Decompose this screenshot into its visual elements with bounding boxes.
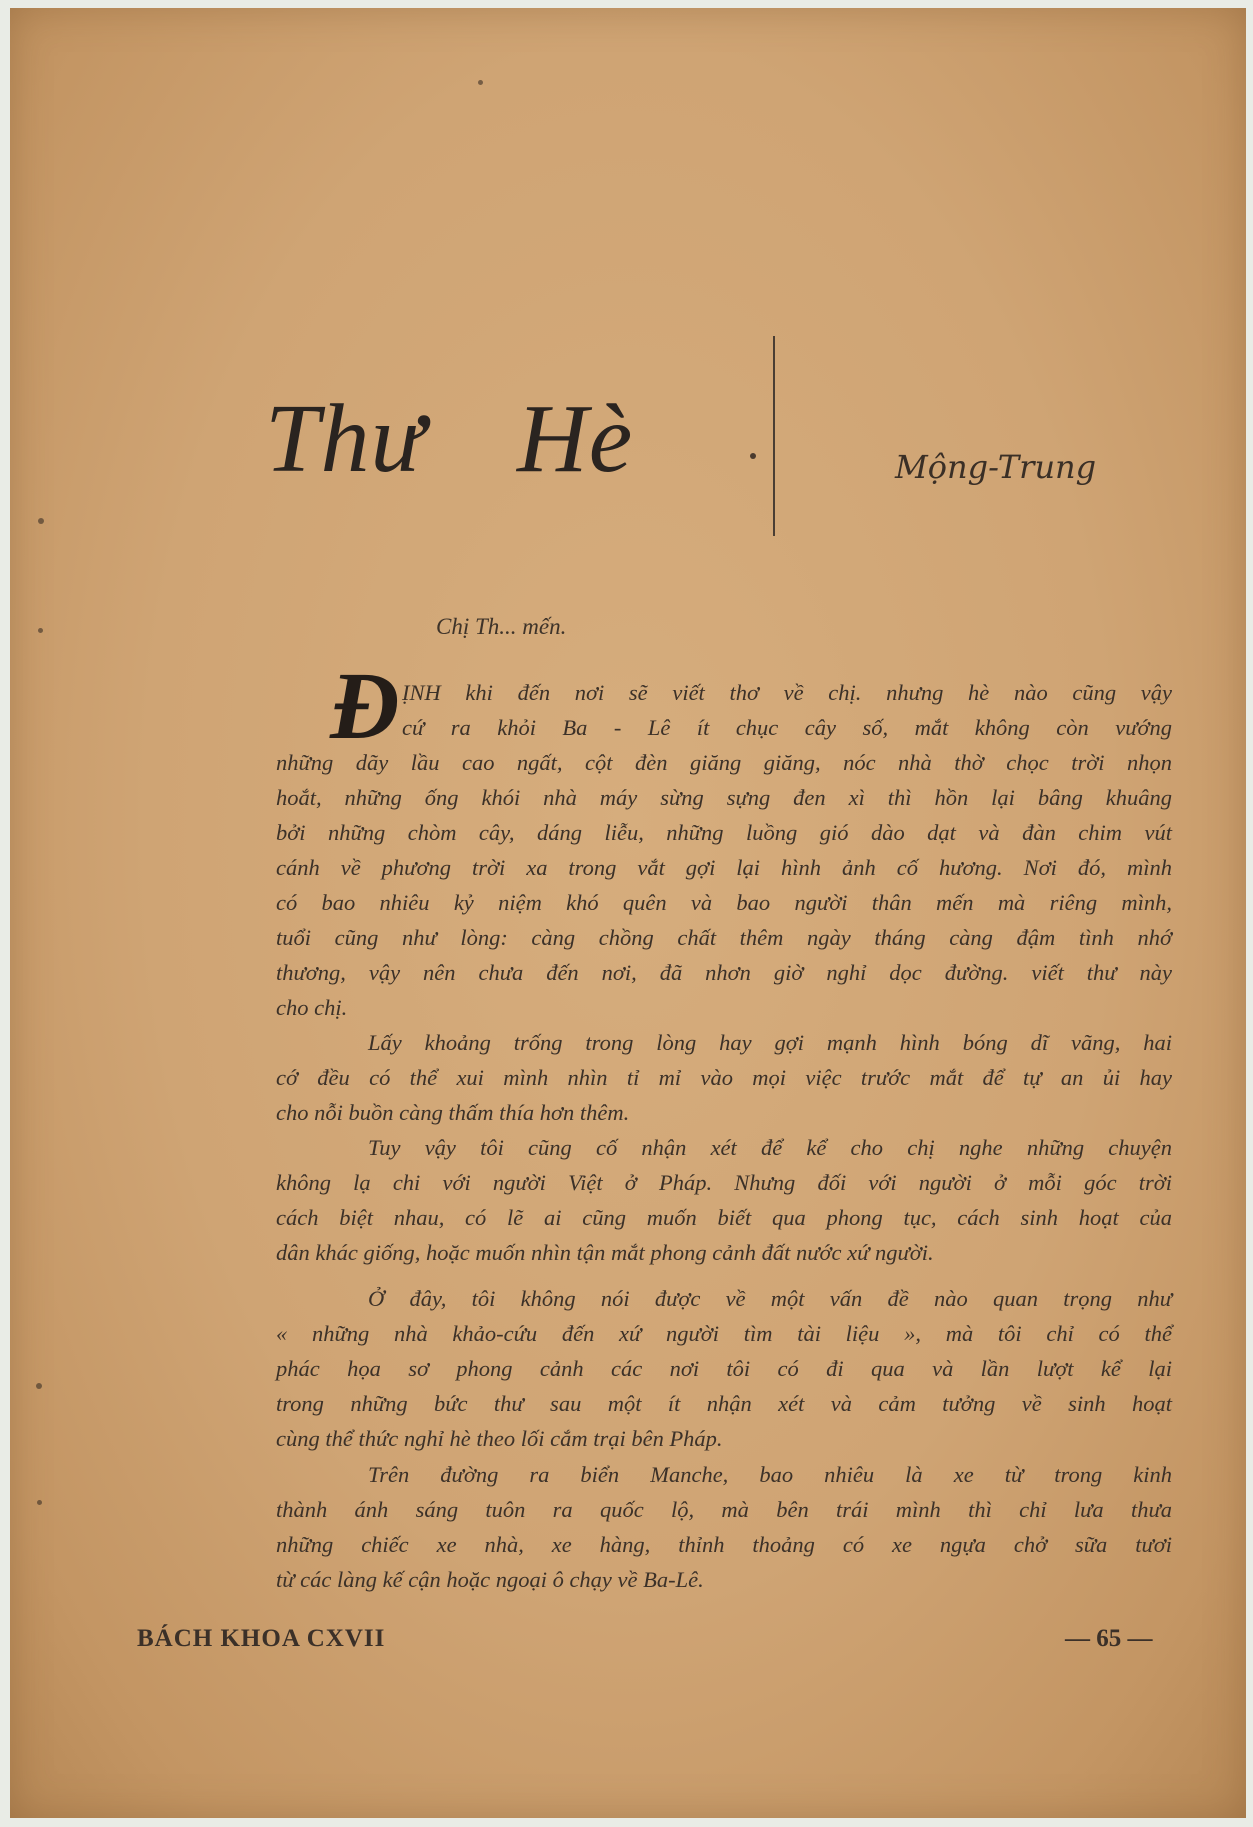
body-line: trong những bức thư sau một ít nhận xét và cảm tưởng về sinh hoạt: [276, 1391, 1172, 1416]
body-line: Trên đường ra biển Manche, bao nhiêu là xe từ trong kinh: [368, 1462, 1172, 1487]
paper-speck: [38, 518, 44, 524]
body-line: hoắt, những ống khói nhà máy sừng sựng đen xì thì hồn lại bâng khuâng: [276, 785, 1172, 810]
body-line: phác họa sơ phong cảnh các nơi tôi có đi qua và lần lượt kể lại: [276, 1356, 1172, 1381]
salutation: Chị Th... mến.: [436, 614, 567, 639]
title-word-2: Hè: [516, 385, 634, 493]
body-line: « những nhà khảo-cứu đến xứ người tìm tài liệu », mà tôi chỉ có thể: [276, 1321, 1172, 1346]
paper-speck: [478, 80, 483, 85]
body-line: cho nỗi buồn càng thấm thía hơn thêm.: [276, 1100, 630, 1125]
title-dot: [750, 453, 756, 459]
title-word-1: Thư: [265, 385, 425, 493]
body-line: những chiếc xe nhà, xe hàng, thỉnh thoảng có xe ngựa chở sữa tươi: [276, 1532, 1172, 1557]
body-line: cứ ra khỏi Ba - Lê ít chục cây số, mắt không còn vướng: [402, 715, 1172, 740]
body-line: Ở đây, tôi không nói được về một vấn đề nào quan trọng như: [368, 1286, 1172, 1311]
body-line: những dãy lầu cao ngất, cột đèn giăng giăng, nóc nhà thờ chọc trời nhọn: [276, 750, 1172, 775]
paper-speck: [37, 1500, 42, 1505]
body-line: thành ánh sáng tuôn ra quốc lộ, mà bên trái mình thì chỉ lưa thưa: [276, 1497, 1172, 1522]
author-signature: Mộng-Trung: [895, 448, 1097, 486]
body-line: thương, vậy nên chưa đến nơi, đã nhơn giờ nghỉ dọc đường. viết thư này: [276, 960, 1172, 985]
paper-speck: [38, 628, 43, 633]
body-line: cách biệt nhau, có lẽ ai cũng muốn biết qua phong tục, cách sinh hoạt của: [276, 1205, 1172, 1230]
body-line: tuổi cũng như lòng: càng chồng chất thêm ngày tháng càng đậm tình nhớ: [276, 925, 1172, 950]
body-line: cớ đều có thể xui mình nhìn tỉ mỉ vào mọi việc trước mắt để tự an ủi hay: [276, 1065, 1172, 1090]
magazine-page: [10, 8, 1246, 1818]
paper-speck: [36, 1383, 42, 1389]
body-line: không lạ chi với người Việt ở Pháp. Nhưng đối với người ở mỗi góc trời: [276, 1170, 1172, 1195]
body-line: Lấy khoảng trống trong lòng hay gợi mạnh hình bóng dĩ vãng, hai: [368, 1030, 1172, 1055]
body-line: có bao nhiêu kỷ niệm khó quên và bao người thân mến mà riêng mình,: [276, 890, 1172, 915]
magazine-name: BÁCH KHOA CXVII: [137, 1625, 386, 1652]
body-line: cho chị.: [276, 995, 348, 1020]
body-line: từ các làng kế cận hoặc ngoại ô chạy về Ba-Lê.: [276, 1567, 704, 1592]
body-line: Tuy vậy tôi cũng cố nhận xét để kể cho chị nghe những chuyện: [368, 1135, 1172, 1160]
title-divider: [773, 336, 775, 536]
drop-cap: Đ: [330, 652, 400, 759]
page-number: — 65 —: [1065, 1625, 1153, 1652]
article-title: [265, 383, 633, 495]
body-line: cánh về phương trời xa trong vắt gợi lại hình ảnh cố hương. Nơi đó, mình: [276, 855, 1172, 880]
body-line: ỊNH khi đến nơi sẽ viết thơ về chị. nhưng hè nào cũng vậy: [402, 680, 1172, 705]
body-line: bởi những chòm cây, dáng liễu, những luồng gió dào dạt và đàn chim vút: [276, 820, 1172, 845]
body-line: cùng thể thức nghỉ hè theo lối cắm trại bên Pháp.: [276, 1426, 723, 1451]
body-line: dân khác giống, hoặc muốn nhìn tận mắt phong cảnh đất nước xứ người.: [276, 1240, 934, 1265]
